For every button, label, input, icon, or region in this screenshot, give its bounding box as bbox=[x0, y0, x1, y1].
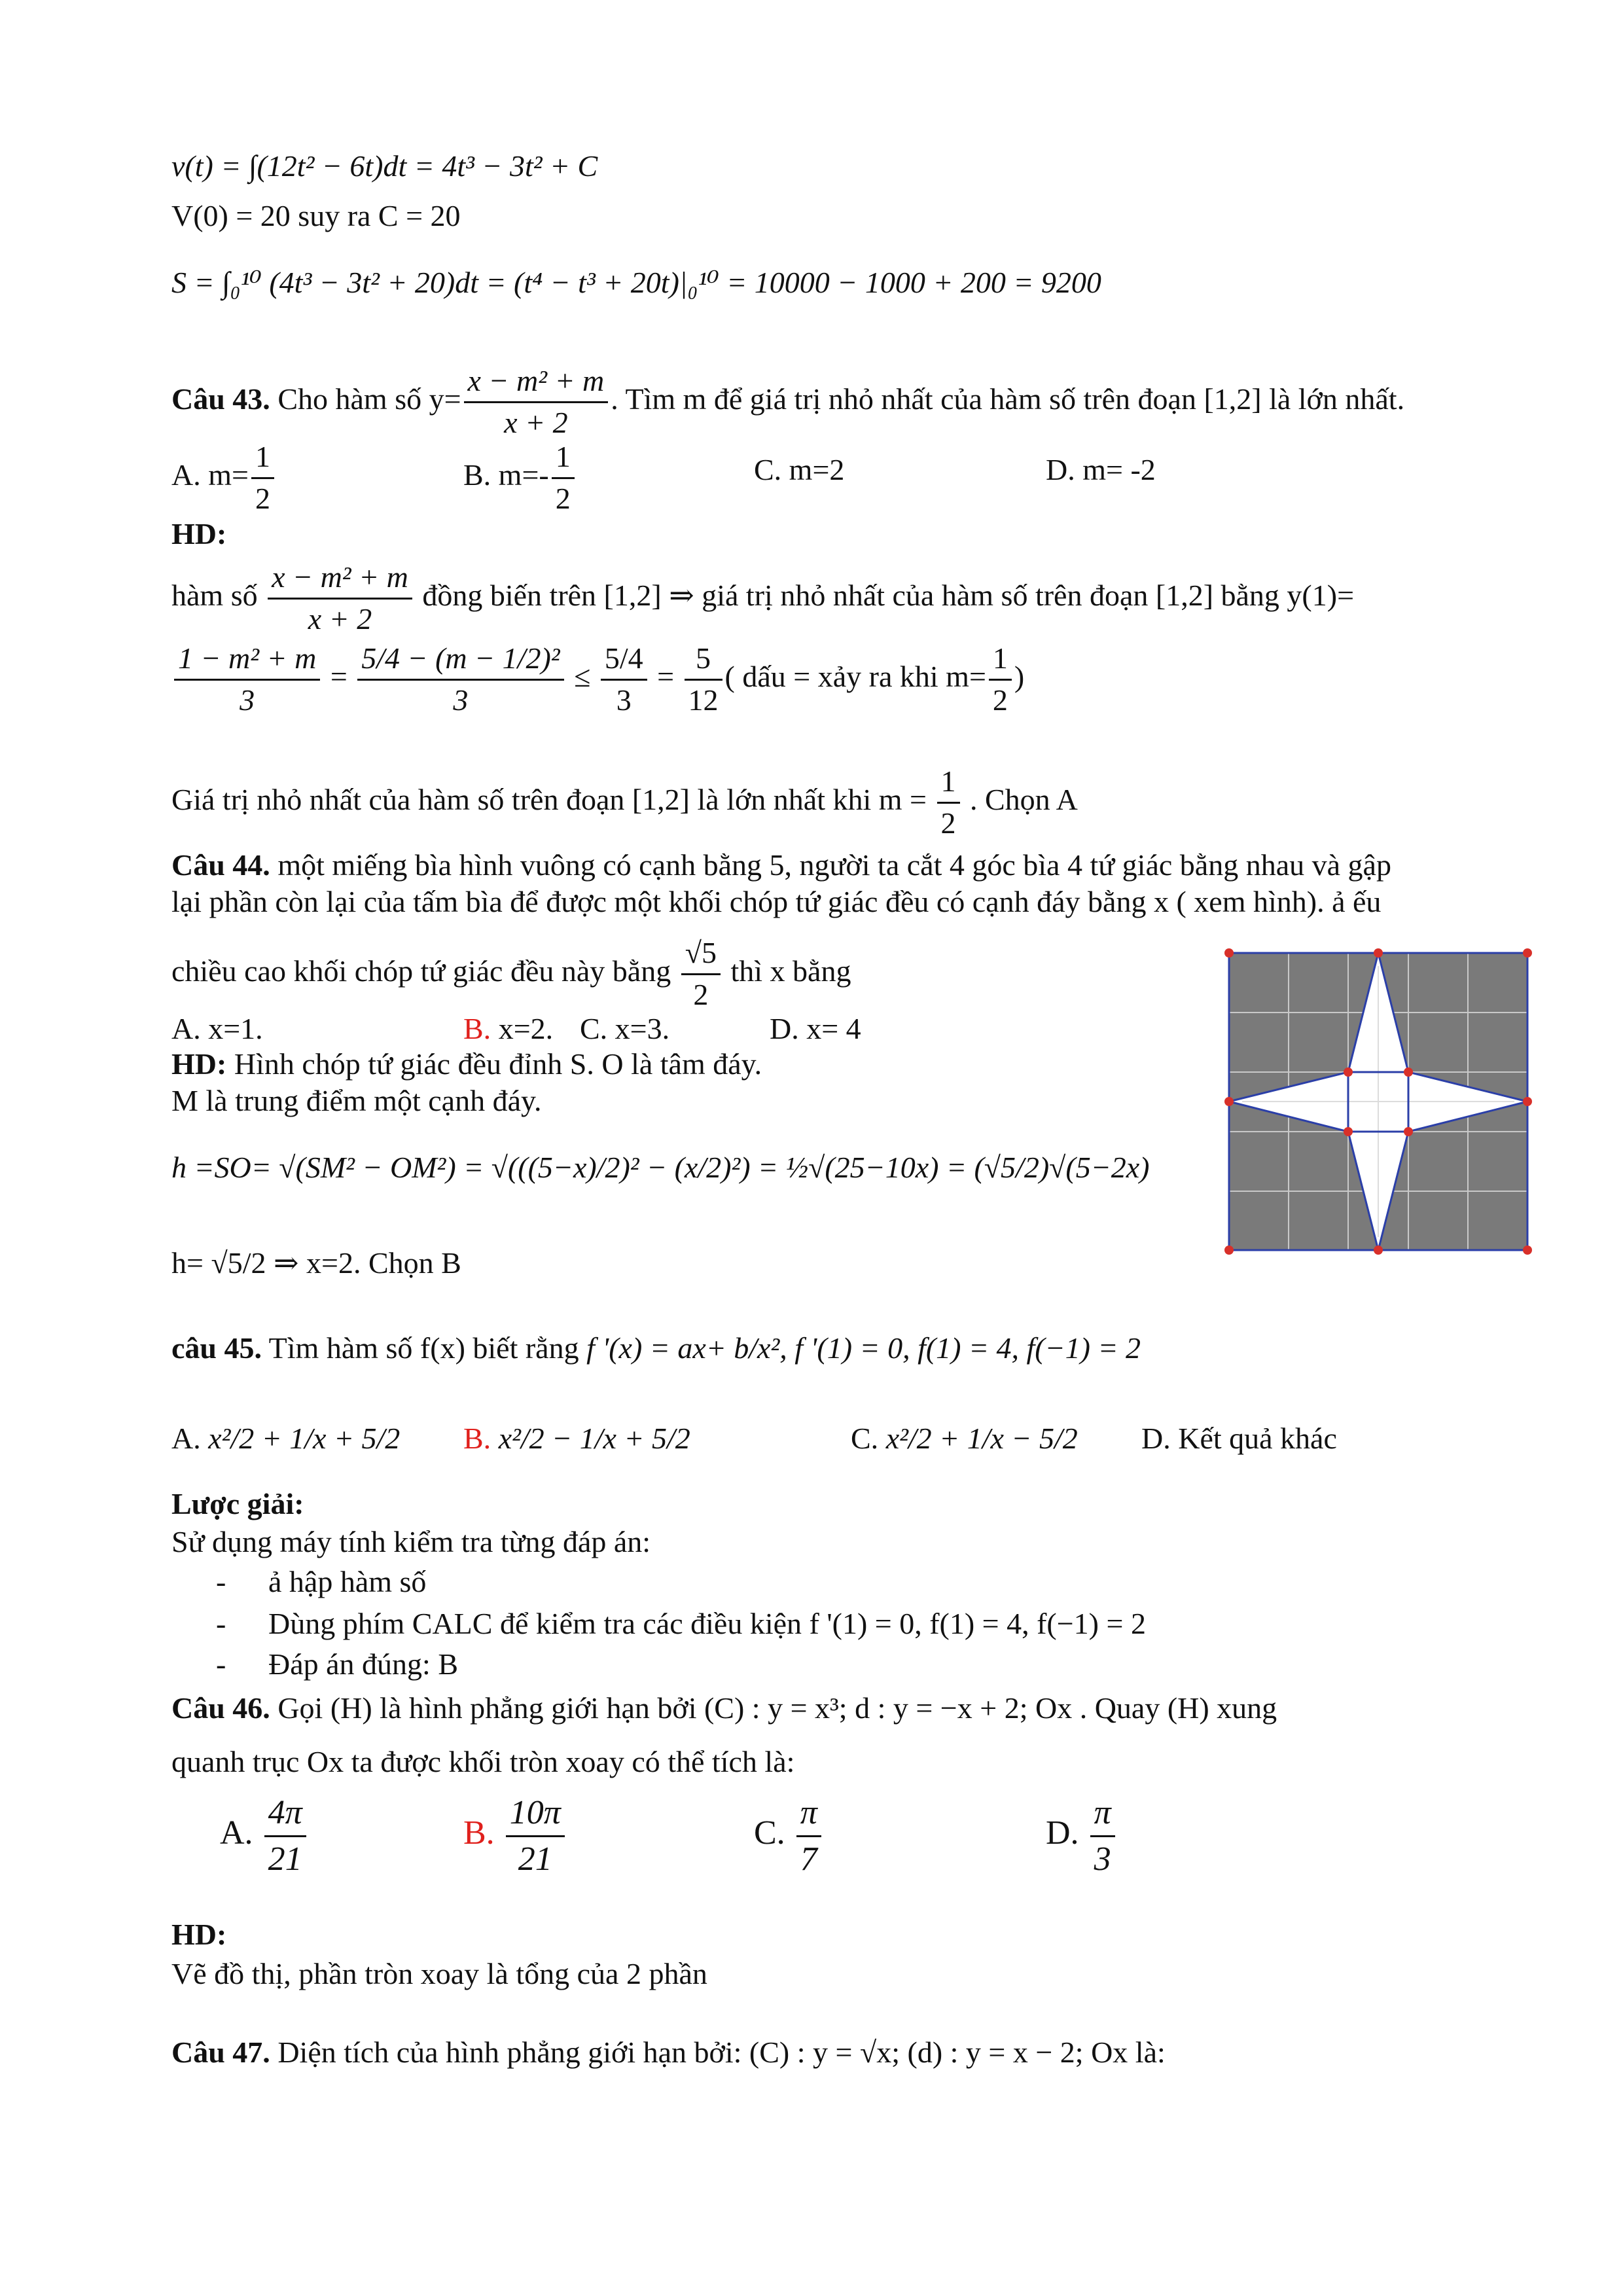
q44-line3-end: thì x bằng bbox=[730, 954, 851, 988]
q45-option-b-label: B. bbox=[463, 1422, 491, 1455]
q44-line1-text: một miếng bìa hình vuông có cạnh bằng 5, người ta cắt 4 góc bìa 4 tứ giác bằng nhau và gập bbox=[277, 848, 1391, 882]
q46-option-d-frac bbox=[1090, 1793, 1115, 1879]
q46-option-b-frac bbox=[506, 1793, 565, 1879]
q43-hd-line2 bbox=[171, 641, 1024, 718]
q45-option-a bbox=[171, 1422, 400, 1456]
q43-hd2-note-den: 2 bbox=[992, 683, 1008, 717]
q44-line3-frac bbox=[681, 936, 721, 1013]
q46-option-d-den: 3 bbox=[1094, 1840, 1111, 1878]
q47-text: Diện tích của hình phẳng giới hạn bởi: (C) : y = √x; (d) : y = x − 2; Ox là: bbox=[277, 2036, 1166, 2069]
q43-hd2-f4-den: 12 bbox=[688, 683, 719, 717]
q43-hd2-note-num: 1 bbox=[989, 641, 1012, 681]
q45-option-c bbox=[851, 1422, 1078, 1456]
equals-sign-2: = bbox=[657, 659, 675, 693]
q45-statement bbox=[171, 1331, 1141, 1366]
q43-hd-line3-den: 2 bbox=[940, 806, 956, 840]
q43-option-b bbox=[463, 440, 577, 516]
q46-option-a bbox=[220, 1793, 309, 1879]
q43-hd2-f2-num: 5/4 − (m − 1/2)² bbox=[357, 641, 563, 681]
q45-bullet-2: Dùng phím CALC để kiểm tra các điều kiện f '(1) = 0, f(1) = 4, f(−1) = 2 bbox=[268, 1607, 1146, 1640]
q43-hd-fraction-den: x + 2 bbox=[308, 601, 372, 636]
q43-fraction-num: x − m² + m bbox=[464, 364, 609, 403]
q43-hd-line3-text: Giá trị nhỏ nhất của hàm số trên đoạn [1,2] là lớn nhất khi m = bbox=[171, 782, 927, 816]
q43-hd2-f1-den: 3 bbox=[240, 683, 255, 717]
q43-text-after: . Tìm m để giá trị nhỏ nhất của hàm số trên đoạn [1,2] là lớn nhất. bbox=[611, 382, 1405, 416]
q46-option-a-den: 21 bbox=[268, 1840, 302, 1878]
q46-option-c-num: π bbox=[796, 1793, 821, 1837]
q44-hd-line3: h =SO= √(SM² − OM²) = √(((5−x)/2)² − (x/2)²) = ½√(25−10x) = (√5/2)√(5−2x) bbox=[171, 1151, 1150, 1184]
q43-hd-line3-num: 1 bbox=[937, 764, 960, 804]
q46-option-c-den: 7 bbox=[800, 1840, 817, 1878]
q43-hd2-note: ( dấu = xảy ra khi m= bbox=[724, 659, 986, 693]
q44-line2: lại phần còn lại của tấm bìa để được một khối chóp tứ giác đều có cạnh đáy bằng x ( xem hình). ả ếu bbox=[171, 885, 1382, 918]
q44-option-d: D. x= 4 bbox=[770, 1012, 861, 1045]
q43-option-b-den: 2 bbox=[555, 481, 571, 515]
q45-option-b bbox=[463, 1422, 690, 1456]
q45-option-b-expr: x²/2 − 1/x + 5/2 bbox=[498, 1422, 690, 1455]
q46-line1-text: Gọi (H) là hình phẳng giới hạn bởi (C) : y = x³; d : y = −x + 2; Ox . Quay (H) xung bbox=[277, 1691, 1277, 1725]
q43-hd-line3-frac bbox=[937, 764, 960, 841]
q46-option-d bbox=[1046, 1793, 1118, 1879]
v-integral-line: v(t) = ∫(12t² − 6t)dt = 4t³ − 3t² + C bbox=[171, 149, 598, 183]
q43-statement bbox=[171, 364, 1404, 440]
bullet-dash-2: - bbox=[216, 1607, 226, 1640]
q43-option-a bbox=[171, 440, 277, 516]
q47-label: Câu 47. bbox=[171, 2036, 270, 2069]
q45-option-c-expr: x²/2 + 1/x − 5/2 bbox=[885, 1422, 1078, 1455]
close-paren: ) bbox=[1014, 659, 1025, 693]
q46-option-c-frac bbox=[796, 1793, 821, 1879]
q44-line1 bbox=[171, 848, 1391, 883]
q43-option-c: C. m=2 bbox=[754, 453, 845, 486]
q44-hd-label: HD: bbox=[171, 1047, 227, 1081]
q43-option-b-frac bbox=[552, 440, 575, 516]
q46-hd-line1: Vẽ đồ thị, phần tròn xoay là tổng của 2 phần bbox=[171, 1957, 707, 1990]
q46-option-b-label: B. bbox=[463, 1814, 495, 1852]
q44-option-a: A. x=1. bbox=[171, 1012, 263, 1045]
q44-line3 bbox=[171, 936, 851, 1013]
q43-option-d: D. m= -2 bbox=[1046, 453, 1156, 486]
q46-option-d-label: D. bbox=[1046, 1814, 1079, 1852]
q46-option-b bbox=[463, 1793, 567, 1879]
pyramid-net-figure bbox=[1222, 946, 1537, 1258]
q44-hd-line2: M là trung điểm một cạnh đáy. bbox=[171, 1084, 542, 1117]
q46-option-a-label: A. bbox=[220, 1814, 253, 1852]
q46-option-a-num: 4π bbox=[264, 1793, 306, 1837]
q45-bullet-1: ả hập hàm số bbox=[268, 1565, 427, 1598]
q44-hd-line1 bbox=[171, 1047, 762, 1082]
leq-sign: ≤ bbox=[574, 659, 591, 693]
q45-solution-line1: Sử dụng máy tính kiểm tra từng đáp án: bbox=[171, 1525, 651, 1558]
q43-option-b-num: 1 bbox=[552, 440, 575, 479]
q45-option-a-expr: x²/2 + 1/x + 5/2 bbox=[208, 1422, 401, 1455]
q43-hd2-f4-num: 5 bbox=[685, 641, 722, 681]
q43-hd-line1 bbox=[171, 560, 1354, 637]
q44-line3-den: 2 bbox=[693, 977, 709, 1011]
q43-hd-line3-end: . Chọn A bbox=[970, 782, 1078, 816]
q46-label: Câu 46. bbox=[171, 1691, 270, 1725]
q43-text-before: Cho hàm số y= bbox=[277, 382, 461, 416]
q44-option-c: C. x=3. bbox=[580, 1012, 670, 1045]
q43-fraction-den: x + 2 bbox=[504, 405, 568, 439]
equals-sign: = bbox=[330, 659, 348, 693]
bullet-dash-1: - bbox=[216, 1565, 226, 1598]
q45-option-c-label: C. bbox=[851, 1422, 879, 1455]
q46-option-b-num: 10π bbox=[506, 1793, 565, 1837]
q43-hd-line1-b: đồng biến trên [1,2] ⇒ giá trị nhỏ nhất của hàm số trên đoạn [1,2] bằng y(1)= bbox=[422, 578, 1355, 612]
q43-option-a-den: 2 bbox=[255, 481, 270, 515]
q45-solution-label: Lược giải: bbox=[171, 1487, 304, 1520]
q46-option-a-frac bbox=[264, 1793, 306, 1879]
q43-fraction bbox=[464, 364, 609, 440]
q43-hd-line3 bbox=[171, 764, 1078, 841]
q43-option-a-frac bbox=[251, 440, 274, 516]
q45-text: Tìm hàm số f(x) biết rằng bbox=[268, 1331, 579, 1365]
s-integral-line: S = ∫₀¹⁰ (4t³ − 3t² + 20)dt = (t⁴ − t³ + 20t)|₀¹⁰ = 10000 − 1000 + 200 = 9200 bbox=[171, 266, 1101, 299]
q43-hd2-f1-num: 1 − m² + m bbox=[174, 641, 320, 681]
q44-line3-text: chiều cao khối chóp tứ giác đều này bằng bbox=[171, 954, 671, 988]
q46-option-c bbox=[754, 1793, 824, 1879]
q43-option-a-label: A. m= bbox=[171, 457, 249, 492]
bullet-dash-3: - bbox=[216, 1647, 226, 1681]
q44-line3-num: √5 bbox=[681, 936, 721, 975]
q44-option-b bbox=[463, 1012, 553, 1047]
q46-hd-label: HD: bbox=[171, 1918, 227, 1951]
q46-option-d-num: π bbox=[1090, 1793, 1115, 1837]
q43-hd2-f2 bbox=[357, 641, 563, 718]
q43-hd-fraction-num: x − m² + m bbox=[268, 560, 412, 600]
q45-bullet-3: Đáp án đúng: B bbox=[268, 1647, 459, 1681]
q43-hd2-note-frac bbox=[989, 641, 1012, 718]
q43-hd-fraction bbox=[268, 560, 412, 637]
q43-hd-label: HD: bbox=[171, 517, 227, 550]
q44-option-b-label: B. bbox=[463, 1012, 491, 1045]
q45-option-a-label: A. bbox=[171, 1422, 201, 1455]
q43-hd2-f2-den: 3 bbox=[453, 683, 469, 717]
v0-line: V(0) = 20 suy ra C = 20 bbox=[171, 199, 461, 232]
q45-label: câu 45. bbox=[171, 1331, 262, 1365]
q44-hd-line1-text: Hình chóp tứ giác đều đỉnh S. O là tâm đáy. bbox=[234, 1047, 762, 1081]
q43-hd2-f3 bbox=[601, 641, 647, 718]
q43-label: Câu 43. bbox=[171, 382, 270, 416]
q43-hd2-f3-den: 3 bbox=[616, 683, 632, 717]
q46-line2: quanh trục Ox ta được khối tròn xoay có thể tích là: bbox=[171, 1745, 795, 1778]
q43-hd2-f4 bbox=[685, 641, 722, 718]
q44-label: Câu 44. bbox=[171, 848, 270, 882]
q46-option-b-den: 21 bbox=[518, 1840, 552, 1878]
q45-conditions: f '(x) = ax+ b/x², f '(1) = 0, f(1) = 4, f(−1) = 2 bbox=[586, 1331, 1141, 1365]
q43-hd2-f3-num: 5/4 bbox=[601, 641, 647, 681]
q45-option-d: D. Kết quả khác bbox=[1141, 1422, 1337, 1455]
q43-option-a-num: 1 bbox=[251, 440, 274, 479]
q43-hd2-f1 bbox=[174, 641, 320, 718]
q43-option-b-label: B. m=- bbox=[463, 457, 549, 492]
q44-hd-line4: h= √5/2 ⇒ x=2. Chọn B bbox=[171, 1246, 461, 1280]
q46-line1 bbox=[171, 1691, 1277, 1726]
q46-option-c-label: C. bbox=[754, 1814, 785, 1852]
q44-option-b-value: x=2. bbox=[498, 1012, 554, 1045]
q43-hd-line1-a: hàm số bbox=[171, 578, 258, 612]
q47-statement bbox=[171, 2036, 1166, 2070]
